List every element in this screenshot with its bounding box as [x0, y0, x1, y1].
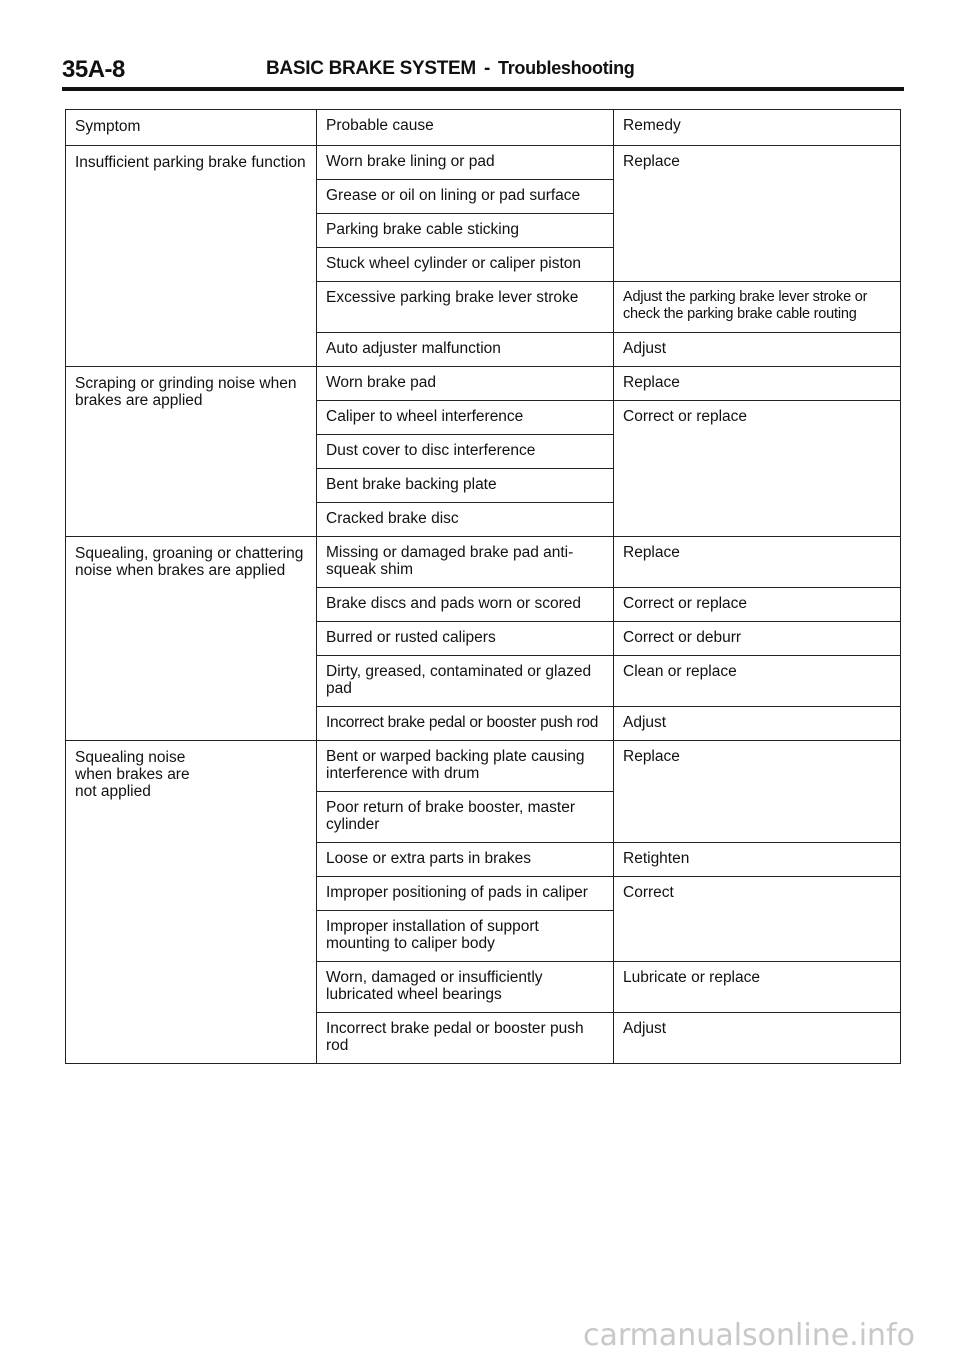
cause-cell: Stuck wheel cylinder or caliper piston: [317, 248, 614, 282]
remedy-cell: Lubricate or replace: [614, 962, 901, 1013]
cause-cell: Incorrect brake pedal or booster push rod: [317, 1013, 614, 1064]
header-rule: [62, 87, 904, 91]
remedy-cell: Adjust: [614, 333, 901, 367]
cause-cell: Excessive parking brake lever stroke: [317, 282, 614, 333]
cause-cell: Worn, damaged or insufficiently lubricated wheel bearings: [317, 962, 614, 1013]
symptom-cell: Squealing, groaning or chattering noise when brakes are applied: [66, 537, 317, 741]
remedy-cell: Replace: [614, 367, 901, 401]
table-row: [66, 367, 901, 401]
table-row: [66, 146, 901, 180]
page-header: [62, 56, 904, 90]
cause-cell: Auto adjuster malfunction: [317, 333, 614, 367]
page-number: 35A-8: [62, 56, 125, 83]
table-row: [66, 537, 901, 588]
remedy-cell: Correct or deburr: [614, 622, 901, 656]
remedy-cell: Adjust: [614, 707, 901, 741]
cause-cell: Dust cover to disc interference: [317, 435, 614, 469]
table-row: [66, 741, 901, 792]
remedy-cell: Replace: [614, 537, 901, 588]
cause-cell: Loose or extra parts in brakes: [317, 843, 614, 877]
cause-cell: Incorrect brake pedal or booster push rod: [317, 707, 614, 741]
section-title: BASIC BRAKE SYSTEM: [266, 58, 476, 79]
cause-cell: Burred or rusted calipers: [317, 622, 614, 656]
remedy-cell: Adjust: [614, 1013, 901, 1064]
column-header-probable-cause: Probable cause: [317, 110, 614, 146]
column-header-remedy: Remedy: [614, 110, 901, 146]
title-separator: -: [483, 58, 490, 79]
remedy-cell: Correct: [614, 877, 901, 962]
remedy-cell: Clean or replace: [614, 656, 901, 707]
troubleshooting-table: [65, 109, 901, 1064]
cause-cell: Parking brake cable sticking: [317, 214, 614, 248]
cause-cell: Missing or damaged brake pad anti-squeak shim: [317, 537, 614, 588]
cause-cell: Improper positioning of pads in caliper: [317, 877, 614, 911]
cause-cell: Improper installation of support mounting to caliper body: [317, 911, 614, 962]
cause-cell: Brake discs and pads worn or scored: [317, 588, 614, 622]
watermark: carmanualsonline.info: [583, 1318, 915, 1353]
cause-cell: Worn brake lining or pad: [317, 146, 614, 180]
section-subtitle: Troubleshooting: [498, 58, 635, 78]
symptom-cell: Insufficient parking brake function: [66, 146, 317, 367]
remedy-cell: Replace: [614, 146, 901, 282]
cause-cell: Worn brake pad: [317, 367, 614, 401]
cause-cell: Poor return of brake booster, master cylinder: [317, 792, 614, 843]
symptom-cell: Scraping or grinding noise when brakes are applied: [66, 367, 317, 537]
remedy-cell: Replace: [614, 741, 901, 843]
page-title: [266, 58, 635, 80]
cause-cell: Cracked brake disc: [317, 503, 614, 537]
remedy-cell: Correct or replace: [614, 401, 901, 537]
cause-cell: Bent or warped backing plate causing interference with drum: [317, 741, 614, 792]
remedy-cell: Adjust the parking brake lever stroke or check the parking brake cable routing: [614, 282, 901, 333]
table-header-row: [66, 110, 901, 146]
cause-cell: Grease or oil on lining or pad surface: [317, 180, 614, 214]
remedy-cell: Retighten: [614, 843, 901, 877]
symptom-cell: Squealing noise when brakes are not applied: [66, 741, 317, 1064]
column-header-symptom: Symptom: [66, 110, 317, 146]
cause-cell: Caliper to wheel interference: [317, 401, 614, 435]
remedy-cell: Correct or replace: [614, 588, 901, 622]
cause-cell: Dirty, greased, contaminated or glazed pad: [317, 656, 614, 707]
cause-cell: Bent brake backing plate: [317, 469, 614, 503]
